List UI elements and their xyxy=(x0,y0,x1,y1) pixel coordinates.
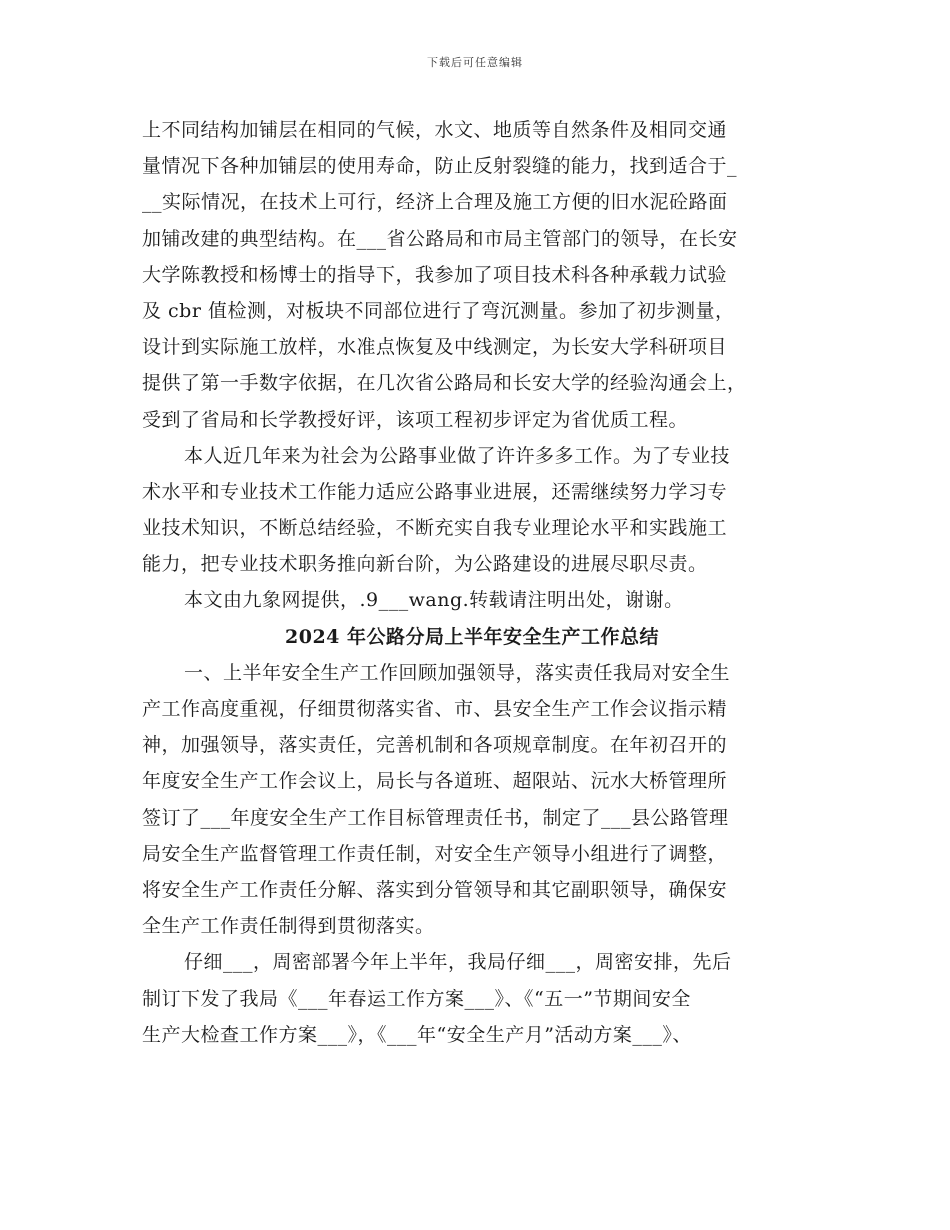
text-line: 局安全生产监督管理工作责任制，对安全生产领导小组进行了调整， xyxy=(142,842,728,865)
paragraph-start-line: 一、上半年安全生产工作回顾加强领导，落实责任我局对安全生 xyxy=(184,661,731,684)
text-line: 上不同结构加铺层在相同的气候，水文、地质等自然条件及相同交通 xyxy=(142,119,728,141)
text-line: 设计到实际施工放样，水准点恢复及中线测定，为长安大学科研项目 xyxy=(142,336,728,359)
text-line: 术水平和专业技术工作能力适应公路事业进展，还需继续努力学习专 xyxy=(142,480,728,503)
text-line: __实际情况，在技术上可行，经济上合理及施工方便的旧水泥砼路面 xyxy=(142,191,728,214)
page-header: 下载后可任意编辑 xyxy=(427,56,523,69)
document-body xyxy=(142,112,814,1053)
text-line: 产工作高度重视，仔细贯彻落实省、市、县安全生产工作会议指示精 xyxy=(142,698,728,720)
text-line: 神，加强领导，落实责任，完善机制和各项规章制度。在年初召开的 xyxy=(142,734,728,757)
text-line: 年度安全生产工作会议上，局长与各道班、超限站、沅水大桥管理所 xyxy=(142,770,728,793)
text-line: 业技术知识，不断总结经验，不断充实自我专业理论水平和实践施工 xyxy=(142,517,728,540)
text-line: 签订了___年度安全生产工作目标管理责任书，制定了___县公路管理 xyxy=(142,806,729,829)
paragraph-start-line: 仔细___，周密部署今年上半年，我局仔细___，周密安排，先后 xyxy=(184,951,732,974)
paragraph-start-line: 本人近几年来为社会为公路事业做了许许多多工作。为了专业技 xyxy=(184,444,731,467)
text-line: 加铺改建的典型结构。在___省公路局和市局主管部门的领导，在长安 xyxy=(142,227,738,250)
text-line: 生产大检查工作方案___》，《___年“安全生产月”活动方案___》、 xyxy=(142,1023,692,1046)
text-line: 能力，把专业技术职务推向新台阶，为公路建设的进展尽职尽责。 xyxy=(142,553,708,576)
source-note-line: 本文由九象网提供，.9___wang.转载请注明出处，谢谢。 xyxy=(184,589,684,612)
section-title: 2024 年公路分局上半年安全生产工作总结 xyxy=(285,625,659,648)
text-line: 全生产工作责任制得到贯彻落实。 xyxy=(142,915,435,938)
text-line: 将安全生产工作责任分解、落实到分管领导和其它副职领导，确保安 xyxy=(142,878,728,901)
text-line: 制订下发了我局《___年春运工作方案___》、《“五一”节期间安全 xyxy=(142,987,691,1010)
text-line: 受到了省局和长学教授好评，该项工程初步评定为省优质工程。 xyxy=(142,408,689,431)
text-line: 量情况下各种加铺层的使用寿命，防止反射裂缝的能力，找到适合于_ xyxy=(142,155,738,178)
text-line: 提供了第一手数字依据，在几次省公路局和长安大学的经验沟通会上， xyxy=(142,372,747,395)
text-line: 及 cbr 值检测，对板块不同部位进行了弯沉测量。参加了初步测量， xyxy=(142,299,735,322)
text-line: 大学陈教授和杨博士的指导下，我参加了项目技术科各种承载力试验 xyxy=(142,263,728,286)
